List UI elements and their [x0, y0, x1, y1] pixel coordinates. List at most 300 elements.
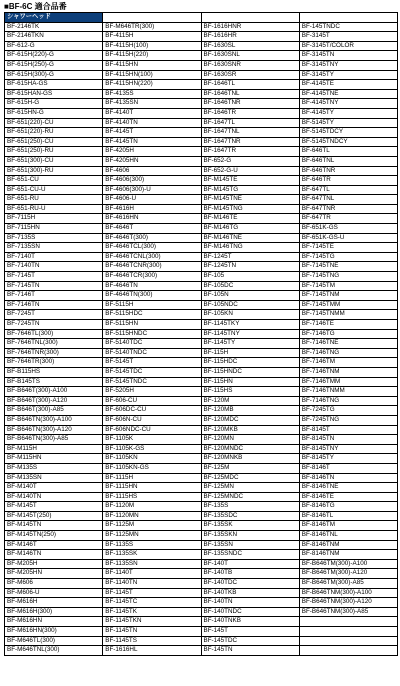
table-row: [5, 51, 398, 61]
model-cell: BF-145TN: [201, 646, 299, 656]
model-cell: BF-1630SR: [201, 70, 299, 80]
model-cell: BF-4616H: [103, 204, 201, 214]
model-cell: BF-4205H: [103, 147, 201, 157]
model-cell: BF-M135S: [5, 463, 103, 473]
table-row: [5, 339, 398, 349]
model-cell: BF-4606(300)-U: [103, 185, 201, 195]
model-cell: BF-651-RU-U: [5, 204, 103, 214]
model-cell: BF-4115H(100): [103, 41, 201, 51]
model-cell: BF-135SDC: [201, 511, 299, 521]
model-cell: BF-606N-CU: [103, 415, 201, 425]
model-cell: BF-7146TNMM: [299, 387, 397, 397]
model-cell: BF-125MNDC: [201, 492, 299, 502]
model-cell: BF-1145TNY: [201, 329, 299, 339]
table-row: [5, 156, 398, 166]
model-cell: BF-1647TNR: [201, 137, 299, 147]
model-cell: BF-M145TN: [5, 521, 103, 531]
table-row: [5, 185, 398, 195]
model-cell: BF-1647TL: [201, 118, 299, 128]
model-cell: BF-7245T: [5, 310, 103, 320]
model-cell: BF-7145TNMM: [299, 310, 397, 320]
table-row: [5, 617, 398, 627]
table-row: [5, 118, 398, 128]
model-cell: BF-1616HL: [103, 646, 201, 656]
table-row: [5, 80, 398, 90]
model-cell: BF-8146TNM: [299, 540, 397, 550]
model-cell: BF-4145TE: [299, 80, 397, 90]
model-cell: BF-140TNDC: [201, 607, 299, 617]
model-cell: BF-8145TN: [299, 435, 397, 445]
model-cell: BF-7146T: [5, 291, 103, 301]
model-cell: BF-8146TL: [299, 511, 397, 521]
model-cell: BF-M616H(300): [5, 607, 103, 617]
model-cell: BF-8146TNL: [299, 531, 397, 541]
model-cell: BF-105: [201, 272, 299, 282]
model-cell: BF-1145TC: [103, 598, 201, 608]
model-cell: BF-606NDC-CU: [103, 425, 201, 435]
model-cell: BF-7145TM: [299, 281, 397, 291]
model-cell: BF-1105KN-GS: [103, 463, 201, 473]
model-cell: BF-5115HN: [103, 320, 201, 330]
table-row: [5, 559, 398, 569]
model-cell: BF-1145TS: [103, 636, 201, 646]
table-row: [5, 492, 398, 502]
model-cell: BF-105DC: [201, 281, 299, 291]
table-row: [5, 252, 398, 262]
model-cell: BF-615HA-GS: [5, 80, 103, 90]
model-cell: BF-4145TNY: [299, 99, 397, 109]
table-row: [5, 329, 398, 339]
table-row: [5, 310, 398, 320]
model-cell: BF-651(220)-RU: [5, 128, 103, 138]
model-cell: BF-105NDC: [201, 300, 299, 310]
table-row: [5, 502, 398, 512]
model-cell: BF-651-CU-U: [5, 185, 103, 195]
table-row: [5, 521, 398, 531]
model-cell: BF-4145T: [103, 128, 201, 138]
table-row: [5, 70, 398, 80]
model-cell: BF-3145TN: [299, 51, 397, 61]
model-cell: BF-M145TE: [201, 176, 299, 186]
table-row: [5, 204, 398, 214]
page-title: ■BF-6C 適合品番: [4, 2, 67, 11]
model-cell: BF-M646TR(300): [103, 22, 201, 32]
table-row: [5, 89, 398, 99]
model-cell: BF-120MNDC: [201, 444, 299, 454]
model-cell: BF-651(250)-CU: [5, 137, 103, 147]
header-empty-cell: [299, 13, 397, 23]
model-cell: BF-7646TL(300): [5, 329, 103, 339]
model-cell: BF-4115HN(100): [103, 70, 201, 80]
table-row: [5, 195, 398, 205]
compatible-model-table: [4, 12, 398, 656]
model-cell: BF-4135SN: [103, 99, 201, 109]
model-cell: BF-7146TNG: [299, 396, 397, 406]
model-cell: BF-1135S: [103, 540, 201, 550]
model-cell: BF-7146TNE: [299, 339, 397, 349]
model-cell: BF-M145TN(250): [5, 531, 103, 541]
table-row: [5, 137, 398, 147]
model-cell: BF-M205HN: [5, 569, 103, 579]
model-cell: BF-5145TDCY: [299, 128, 397, 138]
model-cell: BF-4205HN: [103, 156, 201, 166]
model-cell: BF-5205H: [103, 387, 201, 397]
model-cell: BF-647TNR: [299, 204, 397, 214]
model-cell: BF-4646TCR(300): [103, 272, 201, 282]
model-cell: BF-1646TNL: [201, 89, 299, 99]
model-cell: BF-115HNDC: [201, 367, 299, 377]
model-cell: BF-140TDC: [201, 579, 299, 589]
model-cell: BF-M145T(250): [5, 511, 103, 521]
table-row: [5, 272, 398, 282]
model-cell: BF-145TDC: [201, 636, 299, 646]
model-cell: BF-3145T/COLOR: [299, 41, 397, 51]
model-cell: BF-646TNL: [299, 156, 397, 166]
model-cell: BF-7145TNE: [299, 262, 397, 272]
model-cell: BF-8146TN: [299, 473, 397, 483]
table-row: [5, 636, 398, 646]
model-cell: BF-M145TNG: [201, 204, 299, 214]
table-row: [5, 415, 398, 425]
model-cell: BF-M146TN: [5, 550, 103, 560]
table-row: [5, 607, 398, 617]
model-cell: BF-1115HS: [103, 492, 201, 502]
model-cell: BF-615HN-G: [5, 108, 103, 118]
model-cell: BF-4646TCNR(300): [103, 262, 201, 272]
model-cell: BF-120MDC: [201, 415, 299, 425]
model-cell: BF-B646TN(300)-A100: [5, 415, 103, 425]
model-cell: BF-5140TNDC: [103, 348, 201, 358]
model-cell: BF-125M: [201, 463, 299, 473]
model-cell: BF-115HN: [201, 377, 299, 387]
table-row: [5, 224, 398, 234]
model-cell: BF-8146T: [299, 463, 397, 473]
model-cell: BF-7145TN: [5, 281, 103, 291]
model-cell: BF-5140TDC: [103, 339, 201, 349]
model-cell: BF-651(300)-RU: [5, 166, 103, 176]
table-row: [5, 176, 398, 186]
model-cell: BF-1115HN: [103, 483, 201, 493]
model-cell: BF-B145TS: [5, 377, 103, 387]
model-cell: BF-115HS: [201, 387, 299, 397]
model-cell: BF-4646TN(300): [103, 291, 201, 301]
header-empty-cell: [103, 13, 201, 23]
table-row: [5, 531, 398, 541]
table-row: [5, 358, 398, 368]
model-cell: BF-651(300)-CU: [5, 156, 103, 166]
model-cell: BF-115H: [201, 348, 299, 358]
model-cell: BF-7145TNM: [299, 291, 397, 301]
model-cell: BF-B646TM(300)-A85: [299, 579, 397, 589]
model-cell: BF-4115HN: [103, 60, 201, 70]
model-cell: BF-M146TNE: [201, 233, 299, 243]
model-cell: BF-1145TKN: [103, 617, 201, 627]
table-row: [5, 377, 398, 387]
model-cell: BF-M205H: [5, 559, 103, 569]
model-cell: BF-4145TN: [103, 137, 201, 147]
table-row: [5, 540, 398, 550]
model-cell: BF-M115HN: [5, 454, 103, 464]
table-row: [5, 233, 398, 243]
model-cell: BF-M646TNL(300): [5, 646, 103, 656]
model-cell: BF-612-G: [5, 41, 103, 51]
model-cell: BF-606-CU: [103, 396, 201, 406]
model-cell: [299, 646, 397, 656]
model-cell: BF-8146TE: [299, 492, 397, 502]
table-row: [5, 473, 398, 483]
model-cell: BF-M146T: [5, 540, 103, 550]
model-cell: BF-1120M: [103, 502, 201, 512]
model-cell: BF-M140T: [5, 483, 103, 493]
model-cell: BF-652-G-U: [201, 166, 299, 176]
model-cell: BF-135S: [201, 502, 299, 512]
model-cell: BF-646TR: [299, 176, 397, 186]
table-row: [5, 60, 398, 70]
model-cell: BF-105N: [201, 291, 299, 301]
model-cell: BF-651K-GS-U: [299, 233, 397, 243]
model-cell: BF-3145TNY: [299, 60, 397, 70]
model-cell: BF-M135SN: [5, 473, 103, 483]
model-cell: BF-4606(300): [103, 176, 201, 186]
table-row: [5, 588, 398, 598]
model-cell: BF-7145TNG: [299, 272, 397, 282]
table-row: [5, 348, 398, 358]
model-cell: BF-646TL: [299, 147, 397, 157]
model-cell: BF-8145T: [299, 425, 397, 435]
model-cell: BF-M616HN: [5, 617, 103, 627]
model-cell: BF-8146TG: [299, 502, 397, 512]
model-cell: BF-4616HN: [103, 214, 201, 224]
model-cell: BF-1120MN: [103, 511, 201, 521]
model-cell: BF-7145TG: [299, 252, 397, 262]
model-cell: BF-3145T: [299, 32, 397, 42]
model-cell: BF-4115H: [103, 32, 201, 42]
model-cell: BF-4140T: [103, 108, 201, 118]
model-cell: [299, 636, 397, 646]
model-cell: BF-4145TY: [299, 108, 397, 118]
model-cell: BF-7146TE: [299, 320, 397, 330]
model-cell: BF-1616HR: [201, 32, 299, 42]
model-cell: BF-1245TN: [201, 262, 299, 272]
model-cell: BF-1105K-GS: [103, 444, 201, 454]
model-cell: BF-5145TNDCY: [299, 137, 397, 147]
model-cell: BF-615H(220)-G: [5, 51, 103, 61]
model-cell: BF-1125MN: [103, 531, 201, 541]
model-cell: BF-4646TN: [103, 281, 201, 291]
model-cell: BF-5115HDC: [103, 310, 201, 320]
table-row: [5, 320, 398, 330]
model-cell: BF-1647TNL: [201, 128, 299, 138]
model-cell: BF-145T: [201, 627, 299, 637]
model-cell: BF-4606: [103, 166, 201, 176]
model-cell: BF-140TNKB: [201, 617, 299, 627]
model-cell: BF-651-RU: [5, 195, 103, 205]
table-row: [5, 425, 398, 435]
model-cell: BF-7140TN: [5, 262, 103, 272]
table-row: [5, 627, 398, 637]
model-cell: BF-105KN: [201, 310, 299, 320]
model-cell: [299, 617, 397, 627]
model-cell: BF-8146TNM: [299, 550, 397, 560]
table-row: [5, 108, 398, 118]
model-cell: BF-7140T: [5, 252, 103, 262]
model-cell: BF-1646TNR: [201, 99, 299, 109]
model-cell: BF-135SN: [201, 540, 299, 550]
model-cell: BF-606DC-CU: [103, 406, 201, 416]
model-cell: BF-1145TN: [103, 627, 201, 637]
model-cell: BF-7245TG: [299, 406, 397, 416]
table-row: [5, 291, 398, 301]
model-cell: BF-1245T: [201, 252, 299, 262]
model-cell: BF-1135SN: [103, 559, 201, 569]
model-cell: BF-647TR: [299, 214, 397, 224]
model-cell: BF-7146TNG: [299, 348, 397, 358]
model-cell: BF-140TB: [201, 569, 299, 579]
model-cell: BF-7646TNR(300): [5, 348, 103, 358]
model-cell: BF-5115H: [103, 300, 201, 310]
table-row: [5, 569, 398, 579]
model-cell: BF-5145T: [103, 358, 201, 368]
model-cell: BF-1616HNR: [201, 22, 299, 32]
model-cell: BF-120MB: [201, 406, 299, 416]
model-cell: BF-7145TMM: [299, 300, 397, 310]
table-row: [5, 579, 398, 589]
model-cell: BF-1646TR: [201, 108, 299, 118]
model-cell: BF-1145T: [103, 588, 201, 598]
model-cell: BF-652-G: [201, 156, 299, 166]
table-row: [5, 367, 398, 377]
table-row: [5, 550, 398, 560]
model-cell: BF-B646TN(300)-A120: [5, 425, 103, 435]
model-cell: BF-115HDC: [201, 358, 299, 368]
model-cell: BF-651K-GS: [299, 224, 397, 234]
model-cell: BF-M606: [5, 579, 103, 589]
table-row: [5, 166, 398, 176]
table-row: [5, 32, 398, 42]
table-row: [5, 41, 398, 51]
table-row: [5, 243, 398, 253]
model-cell: BF-B646T(300)-A120: [5, 396, 103, 406]
model-cell: BF-M146TE: [201, 214, 299, 224]
model-cell: BF-1140T: [103, 569, 201, 579]
model-cell: BF-8145TY: [299, 454, 397, 464]
model-cell: BF-1140TN: [103, 579, 201, 589]
model-cell: BF-B646TNM(300)-A85: [299, 607, 397, 617]
model-cell: BF-M616HN(300): [5, 627, 103, 637]
model-cell: BF-135SNDC: [201, 550, 299, 560]
model-cell: BF-1145TK: [103, 607, 201, 617]
table-row: [5, 214, 398, 224]
model-cell: BF-M616H: [5, 598, 103, 608]
model-cell: BF-651(220)-CU: [5, 118, 103, 128]
model-cell: BF-140T: [201, 559, 299, 569]
table-header-row: [5, 13, 398, 23]
model-cell: BF-M146TNG: [201, 243, 299, 253]
model-cell: BF-M145TNE: [201, 195, 299, 205]
model-cell: BF-651-CU: [5, 176, 103, 186]
model-cell: BF-8146TNE: [299, 483, 397, 493]
model-cell: BF-7146TN: [5, 300, 103, 310]
model-cell: BF-125MDC: [201, 473, 299, 483]
model-cell: BF-M606-U: [5, 588, 103, 598]
table-row: [5, 147, 398, 157]
table-row: [5, 454, 398, 464]
model-cell: BF-7245TN: [5, 320, 103, 330]
model-cell: BF-1647TR: [201, 147, 299, 157]
model-cell: BF-8146TM: [299, 521, 397, 531]
model-cell: BF-1646TL: [201, 80, 299, 90]
model-cell: BF-120MNKB: [201, 454, 299, 464]
model-cell: BF-4140TN: [103, 118, 201, 128]
model-cell: BF-1145TKY: [201, 320, 299, 330]
model-cell: BF-B646T(300)-A85: [5, 406, 103, 416]
model-cell: BF-B646TM(300)-A100: [299, 559, 397, 569]
model-cell: BF-145TNDC: [299, 22, 397, 32]
model-cell: BF-1145TY: [201, 339, 299, 349]
model-cell: BF-M115H: [5, 444, 103, 454]
model-cell: BF-140TKB: [201, 588, 299, 598]
model-cell: BF-3145TY: [299, 70, 397, 80]
table-row: [5, 435, 398, 445]
model-cell: BF-7245TNG: [299, 415, 397, 425]
model-cell: BF-M145T: [5, 502, 103, 512]
model-cell: [299, 627, 397, 637]
model-cell: BF-M646TL(300): [5, 636, 103, 646]
model-cell: BF-1125M: [103, 521, 201, 531]
table-row: [5, 281, 398, 291]
model-cell: BF-7146TMM: [299, 377, 397, 387]
model-cell: BF-7646TR(300): [5, 358, 103, 368]
table-row: [5, 300, 398, 310]
table-row: [5, 99, 398, 109]
model-cell: BF-647TNL: [299, 195, 397, 205]
table-row: [5, 511, 398, 521]
model-cell: BF-B646TNM(300)-A100: [299, 588, 397, 598]
model-cell: BF-1115H: [103, 473, 201, 483]
model-cell: BF-125MN: [201, 483, 299, 493]
table-row: [5, 646, 398, 656]
model-cell: BF-5145TY: [299, 118, 397, 128]
model-cell: BF-5145TDC: [103, 367, 201, 377]
model-cell: BF-7146TM: [299, 358, 397, 368]
model-cell: BF-140TN: [201, 598, 299, 608]
model-cell: BF-M140TN: [5, 492, 103, 502]
model-cell: BF-120MN: [201, 435, 299, 445]
model-cell: BF-7115H: [5, 214, 103, 224]
model-cell: BF-7646TNL(300): [5, 339, 103, 349]
model-cell: BF-7135S: [5, 233, 103, 243]
table-row: [5, 483, 398, 493]
model-cell: BF-1105KN: [103, 454, 201, 464]
header-label: シャワーヘッド: [5, 13, 103, 23]
model-cell: BF-1630SNL: [201, 51, 299, 61]
model-cell: BF-615H-G: [5, 99, 103, 109]
model-cell: BF-615H(250)-G: [5, 60, 103, 70]
model-cell: BF-135SKN: [201, 531, 299, 541]
table-row: [5, 598, 398, 608]
model-cell: BF-4115HN(220): [103, 80, 201, 90]
model-cell: BF-2146TK: [5, 22, 103, 32]
model-cell: BF-2146TKN: [5, 32, 103, 42]
model-cell: BF-615HAN-GS: [5, 89, 103, 99]
model-cell: BF-615H(300)-G: [5, 70, 103, 80]
model-cell: BF-4646T(300): [103, 233, 201, 243]
model-cell: BF-1630SL: [201, 41, 299, 51]
model-cell: BF-120M: [201, 396, 299, 406]
table-row: [5, 262, 398, 272]
model-cell: BF-M145TG: [201, 185, 299, 195]
model-cell: BF-7115HN: [5, 224, 103, 234]
